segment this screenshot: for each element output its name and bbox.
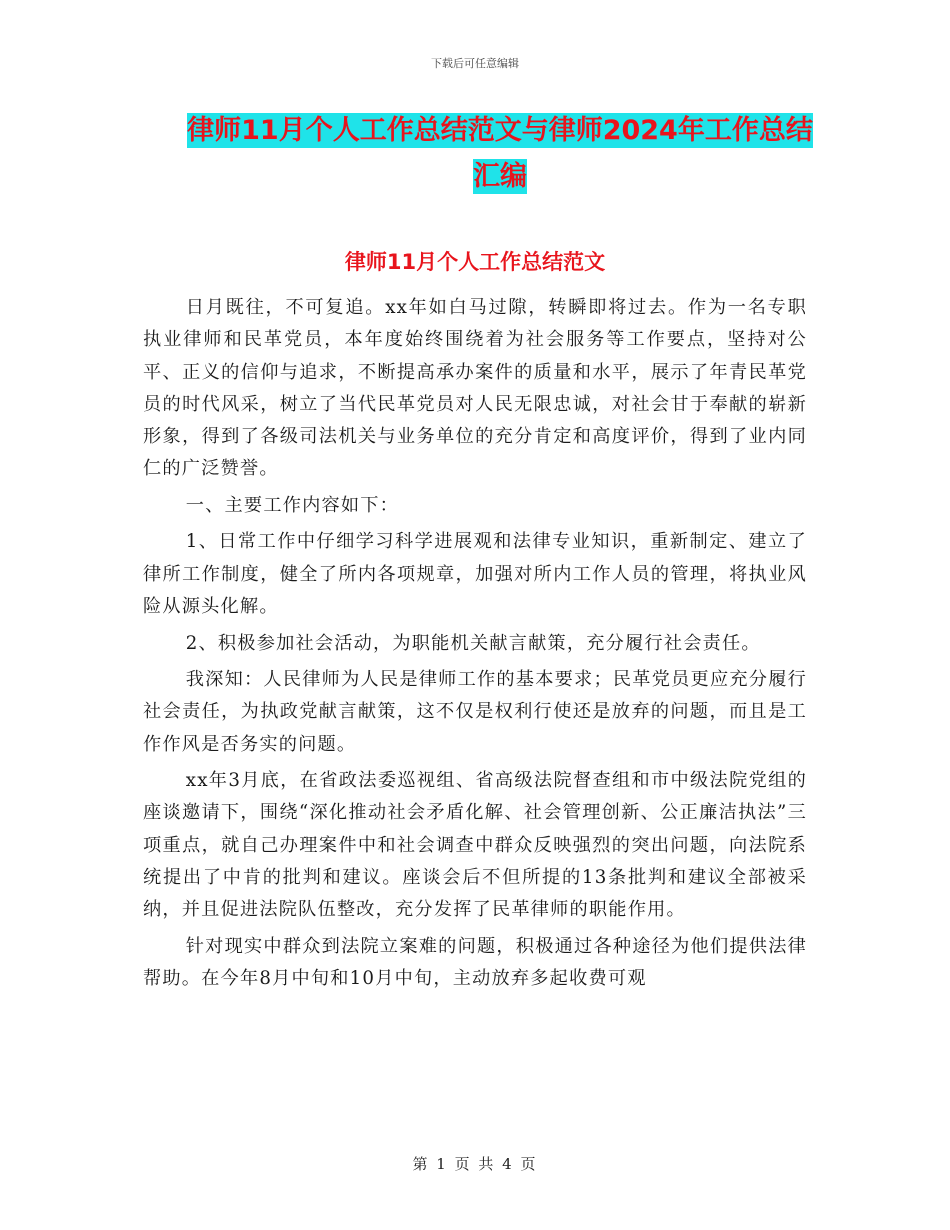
page-number-footer: 第 1 页 共 4 页: [412, 1155, 538, 1173]
paragraph-item-2: 2、积极参加社会活动，为职能机关献言献策，充分履行社会责任。: [185, 632, 761, 654]
paragraph-social-duty: 我深知：人民律师为人民是律师工作的基本要求；民革党员更应充分履行社会责任，为执政党献言献策，这不仅是权利行使还是放弃的问题，而且是工作作风是否务实的问题。: [143, 669, 807, 755]
paragraph-heading-main-work: 一、主要工作内容如下：: [185, 494, 400, 516]
paragraph-march-meeting: xx年3月底，在省政法委巡视组、省高级法院督查组和市中级法院党组的座谈邀请下，围绕“深化推动社会矛盾化解、社会管理创新、公正廉洁执法”三项重点，就自己办理案件中和社会调查中群众反映强烈的突出问题，向法院系统提出了中肯的批判和建议。座谈会后不但所提的13条批判和建议全部被采纳，并且促进法院队伍整改，充分发挥了民革律师的职能作用。: [143, 770, 807, 921]
paragraph-intro: 日月既往，不可复追。xx年如白马过隙，转瞬即将过去。作为一名专职执业律师和民革党员，本年度始终围绕着为社会服务等工作要点，坚持对公平、正义的信仰与追求，不断提高承办案件的质量和水平，展示了年青民革党员的时代风采，树立了当代民革党员对人民无限忠诚，对社会甘于奉献的崭新形象，得到了各级司法机关与业务单位的充分肯定和高度评价，得到了业内同仁的广泛赞誉。: [143, 297, 807, 480]
title-line-2: 汇编: [473, 161, 527, 192]
title-line-1: 律师11月个人工作总结范文与律师2024年工作总结: [187, 115, 813, 146]
paragraph-item-1: 1、日常工作中仔细学习科学进展观和法律专业知识，重新制定、建立了律所工作制度，健全了所内各项规章，加强对所内工作人员的管理，将执业风险从源头化解。: [143, 531, 807, 618]
document-body: [143, 292, 807, 1000]
document-title: [120, 108, 880, 200]
section-title: 律师11月个人工作总结范文: [344, 250, 606, 274]
header-note: 下载后可任意编辑: [431, 57, 519, 70]
paragraph-legal-aid: 针对现实中群众到法院立案难的问题，积极通过各种途径为他们提供法律帮助。在今年8月中旬和10月中旬，主动放弃多起收费可观: [143, 935, 807, 990]
